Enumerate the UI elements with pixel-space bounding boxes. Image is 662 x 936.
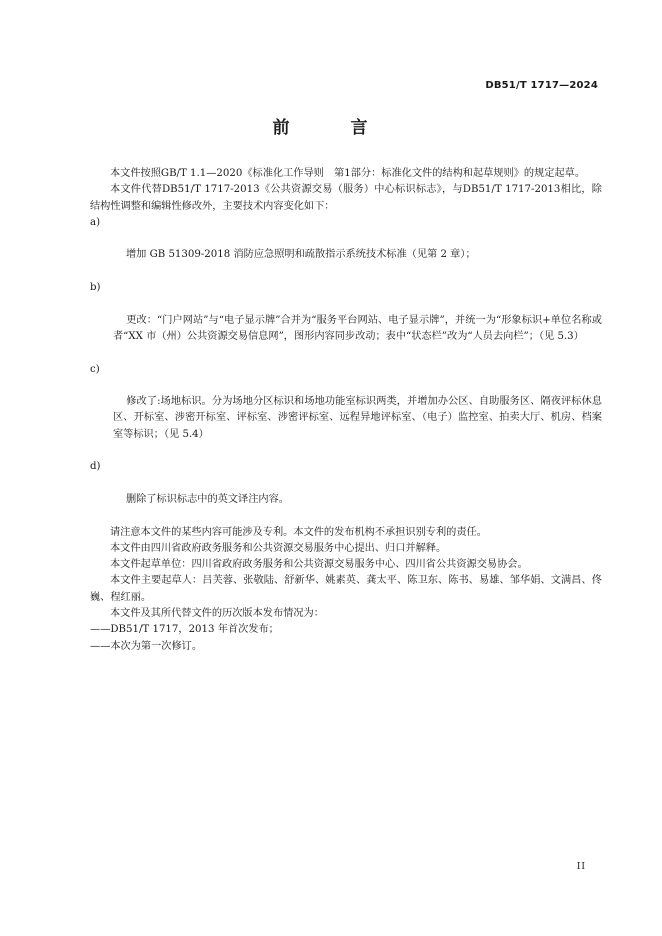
item-marker: d) <box>90 461 101 473</box>
paragraph-drafting-units: 本文件起草单位：四川省政府政务服务和公共资源交易服务中心、四川省公共资源交易协会。 <box>110 559 528 571</box>
document-body <box>90 166 613 655</box>
item-text: 修改了:场地标识。分为场地分区标识和场地功能室标识两类，并增加办公区、自助服务区、隔夜评标休息区、开标室、涉密开标室、评标室、涉密评标室、远程异地评标室、（电子）监控室、拍卖大厅、机房、档案室等标识；（见 5.4） <box>113 396 602 440</box>
item-marker: b) <box>90 282 101 294</box>
item-marker: c) <box>90 363 100 375</box>
item-text: 删除了标识标志中的英文译注内容。 <box>125 493 289 505</box>
paragraph-drafters: 本文件主要起草人：吕芙蓉、张敬陆、舒新华、姚素英、龚太平、陈卫东、陈书、易雄、邹华娟、文满昌、佟 巍、程红丽。 <box>90 575 613 603</box>
change-item-c <box>90 362 602 460</box>
standard-code: DB51/T 1717—2024 <box>485 80 598 91</box>
history-item: ——本次为第一次修订。 <box>90 640 203 652</box>
change-item-a <box>90 215 602 280</box>
paragraph-patent-notice: 请注意本文件的某些内容可能涉及专利。本文件的发布机构不承担识别专利的责任。 <box>110 526 487 538</box>
page-number: II <box>576 862 586 872</box>
paragraph-proposer: 本文件由四川省政府政务服务和公共资源交易服务中心提出、归口并解释。 <box>110 542 447 554</box>
page-title: 前 言 <box>272 118 390 138</box>
item-text: 更改：“门户网站”与“电子显示牌”合并为“服务平台网站、电子显示牌”，并统一为“形象标识+单位名称或者“XX 市（州）公共资源交易信息网”，图形内容同步改动；表中“状态栏”改为“人员去向栏”；（见 5.3） <box>113 314 602 342</box>
change-item-b <box>90 280 602 361</box>
paragraph-replacement: 本文件代替DB51/T 1717-2013《公共资源交易（服务）中心标识标志》，与DB51/T 1717-2013相比，除结构性调整和编辑性修改外，主要技术内容变化如下： <box>90 184 602 212</box>
item-marker: a) <box>90 216 101 228</box>
change-item-d <box>90 459 602 524</box>
paragraph-drafting-rules: 本文件按照GB/T 1.1—2020《标准化工作导则 第1部分：标准化文件的结构和起草规则》的规定起草。 <box>110 168 586 179</box>
paragraph-history-intro: 本文件及其所代替文件的历次版本发布情况为： <box>110 608 324 620</box>
item-text: 增加 GB 51309-2018 消防应急照明和疏散指示系统技术标准（见第 2 章）； <box>125 249 476 261</box>
history-item: ——DB51/T 1717，2013 年首次发布； <box>90 624 279 636</box>
